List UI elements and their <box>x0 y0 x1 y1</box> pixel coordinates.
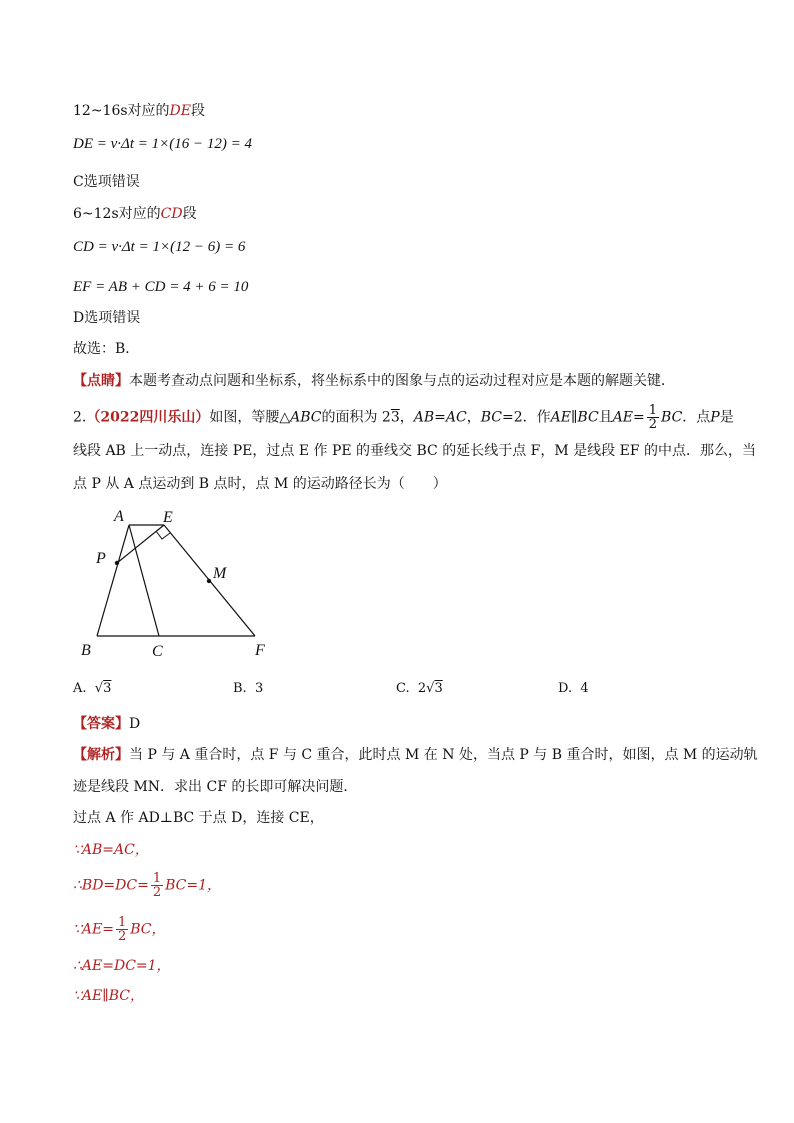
text: 6~12s对应的 <box>73 206 161 222</box>
line-choice: 故选：B． <box>73 341 140 357</box>
text: ．点 <box>682 409 711 426</box>
text: AB=AC <box>413 409 467 426</box>
analysis-tag: 【解析】 <box>73 747 129 763</box>
option-value: 3 <box>254 681 264 696</box>
point-m <box>207 579 211 583</box>
text: 的面积为 2 <box>321 409 391 426</box>
option-sqrt: 3 <box>103 681 112 696</box>
text: 如图，等腰△ <box>209 409 291 426</box>
numerator: 1 <box>117 915 127 930</box>
label-f: F <box>255 642 265 659</box>
text: ABC <box>290 409 322 426</box>
denominator: 2 <box>648 417 658 432</box>
text: 是 <box>719 409 734 426</box>
option-letter: D. <box>558 681 573 696</box>
text: 本题考查动点问题和坐标系，将坐标系中的图象与点的运动过程对应是本题的解题关键． <box>129 373 675 389</box>
option-prefix: 2 <box>417 681 427 696</box>
question-line-2: 线段 AB 上一动点，连接 PE，过点 E 作 PE 的垂线交 BC 的延长线于点 F，M 是线段 EF 的中点．那么，当 <box>73 443 756 459</box>
analysis-line-1 <box>73 745 758 765</box>
option-letter: B. <box>233 681 247 696</box>
dianjing-tag: 【点睛】 <box>73 373 129 389</box>
geometry-figure <box>70 500 290 670</box>
text: BC <box>661 409 683 426</box>
question-line-1 <box>73 404 734 431</box>
option-d <box>558 680 589 698</box>
equation-cd: CD = v·Δt = 1×(12 − 6) = 6 <box>73 239 246 255</box>
label-a: A <box>114 508 124 525</box>
analysis-line-3: 过点 A 作 AD⊥BC 于点 D，连接 CE， <box>73 810 324 826</box>
text: DE <box>169 103 191 119</box>
text: BC=1， <box>165 877 222 894</box>
fraction <box>151 872 163 899</box>
text: AE= <box>612 409 645 426</box>
analysis-line-7: ∴AE=DC=1， <box>73 958 171 974</box>
option-c: C. 2√3 <box>396 681 443 696</box>
question-number: 2. <box>73 409 87 426</box>
line-cd-segment <box>73 204 197 224</box>
analysis-line-4: ∵AB=AC， <box>73 842 149 858</box>
analysis-line-6 <box>73 916 166 943</box>
analysis-line-5 <box>73 872 221 899</box>
option-value: 4 <box>580 681 589 696</box>
sqrt-value: 3 <box>390 409 400 426</box>
answer-line <box>73 714 140 734</box>
question-source: （2022四川乐山） <box>86 409 210 426</box>
fraction <box>116 916 128 943</box>
text: 当 P 与 A 重合时，点 F 与 C 重合，此时点 M 在 N 处，当点 P 与 B 重合时，如图，点 M 的运动轨 <box>129 747 758 763</box>
text: AE∥BC <box>550 409 599 426</box>
text: 段 <box>182 206 197 222</box>
line-c-wrong: C选项错误 <box>73 174 140 190</box>
option-b <box>233 680 263 698</box>
label-p: P <box>96 550 106 567</box>
line-de-segment <box>73 101 205 121</box>
label-e: E <box>163 509 173 526</box>
dianjing-line <box>73 371 675 391</box>
point-p <box>115 561 119 565</box>
text: 12~16s对应的 <box>73 103 170 119</box>
analysis-line-2: 迹是线段 MN．求出 CF 的长即可解决问题． <box>73 779 358 795</box>
text: ∵AE= <box>73 921 114 938</box>
right-angle-mark <box>156 531 170 539</box>
label-b: B <box>81 642 91 659</box>
text: ， <box>466 409 481 426</box>
option-letter: A. <box>73 681 87 696</box>
option-letter: C. <box>396 681 410 696</box>
equation-de: DE = v·Δt = 1×(16 − 12) = 4 <box>73 136 252 152</box>
analysis-line-8: ∵AE∥BC， <box>73 988 144 1004</box>
label-c: C <box>152 643 163 660</box>
numerator: 1 <box>152 871 162 886</box>
option-sqrt: 3 <box>434 681 443 696</box>
line-d-wrong: D选项错误 <box>73 310 141 326</box>
equation-ef: EF = AB + CD = 4 + 6 = 10 <box>73 279 249 295</box>
text: 且 <box>598 409 613 426</box>
numerator: 1 <box>648 403 658 418</box>
text: CD <box>160 206 183 222</box>
segment-ab <box>97 525 129 636</box>
answer-value: D <box>129 716 141 732</box>
fraction <box>647 404 659 431</box>
label-m: M <box>213 565 227 582</box>
text: ∴BD=DC= <box>73 877 149 894</box>
text: P <box>710 409 720 426</box>
denominator: 2 <box>117 929 127 944</box>
denominator: 2 <box>152 885 162 900</box>
text: 段 <box>191 103 205 119</box>
text: BC， <box>130 921 166 938</box>
text: BC <box>480 409 502 426</box>
text: =2．作 <box>501 409 551 426</box>
question-line-3: 点 P 从 A 点运动到 B 点时，点 M 的运动路径长为（ ） <box>73 476 447 492</box>
text: ， <box>399 409 414 426</box>
option-a: A. √3 <box>73 681 112 696</box>
answer-tag: 【答案】 <box>73 716 129 732</box>
